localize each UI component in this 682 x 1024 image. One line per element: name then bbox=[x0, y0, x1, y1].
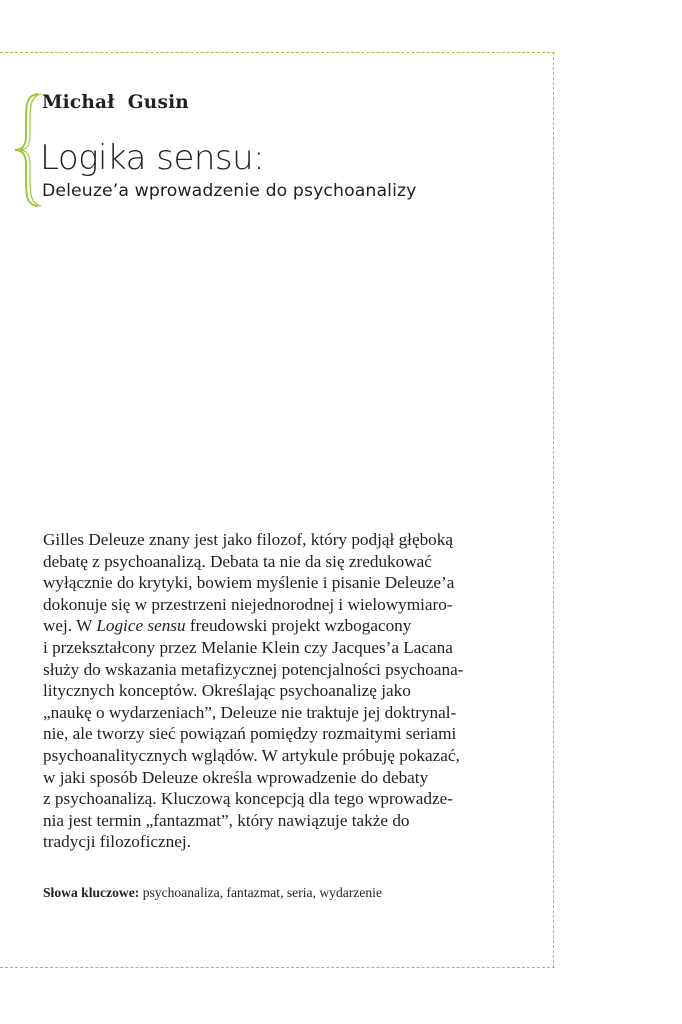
abstract-line: w jaki sposób Deleuze określa wprowadzenie do debaty bbox=[43, 767, 429, 787]
abstract-line: z psychoanalizą. Kluczową koncepcją dla tego wprowadze- bbox=[43, 789, 453, 809]
article-title: Logika sensu: bbox=[40, 138, 265, 178]
book-title-italic: Logice sensu bbox=[96, 616, 186, 636]
abstract-line: tradycji filozoficznej. bbox=[43, 832, 191, 852]
abstract-line: i przekształcony przez Melanie Klein czy Jacques’a Lacana bbox=[43, 637, 453, 657]
abstract-line: wyłącznie do krytyki, bowiem myślenie i pisanie Deleuze’a bbox=[43, 573, 455, 593]
abstract-line: Gilles Deleuze znany jest jako filozof, który podjął głęboką bbox=[43, 530, 453, 549]
abstract-line: „naukę o wydarzeniach”, Deleuze nie traktuje jej doktrynal- bbox=[43, 702, 457, 722]
abstract-line: psychoanalitycznych wglądów. W artykule próbuję pokazać, bbox=[43, 745, 460, 765]
abstract-line: litycznych konceptów. Określając psychoanalizę jako bbox=[43, 681, 411, 701]
abstract-line: nia jest termin „fantazmat”, który nawiązuje także do bbox=[43, 810, 410, 830]
author-name: Michał Gusin bbox=[42, 92, 189, 113]
article-subtitle: Deleuze’a wprowadzenie do psychoanalizy bbox=[42, 181, 417, 201]
keywords-value: psychoanaliza, fantazmat, seria, wydarzenie bbox=[139, 885, 382, 900]
keywords-label: Słowa kluczowe: bbox=[43, 885, 140, 900]
frame-right-border bbox=[553, 52, 554, 968]
frame-bottom-border bbox=[0, 967, 555, 968]
abstract-line: wej. W Logice sensu freudowski projekt wzbogacony bbox=[43, 616, 412, 636]
abstract-line: dokonuje się w przestrzeni niejednorodnej i wielowymiaro- bbox=[43, 594, 453, 614]
curly-brace-icon bbox=[12, 92, 42, 208]
abstract-line: służy do wskazania metafizycznej potencjalności psychoana- bbox=[43, 659, 464, 679]
abstract-line: nie, ale tworzy sieć powiązań pomiędzy rozmaitymi seriami bbox=[43, 724, 457, 744]
abstract-line: debatę z psychoanalizą. Debata ta nie da się zredukować bbox=[43, 551, 432, 571]
keywords bbox=[43, 885, 382, 901]
abstract bbox=[43, 529, 513, 853]
frame-top-border bbox=[0, 52, 555, 53]
